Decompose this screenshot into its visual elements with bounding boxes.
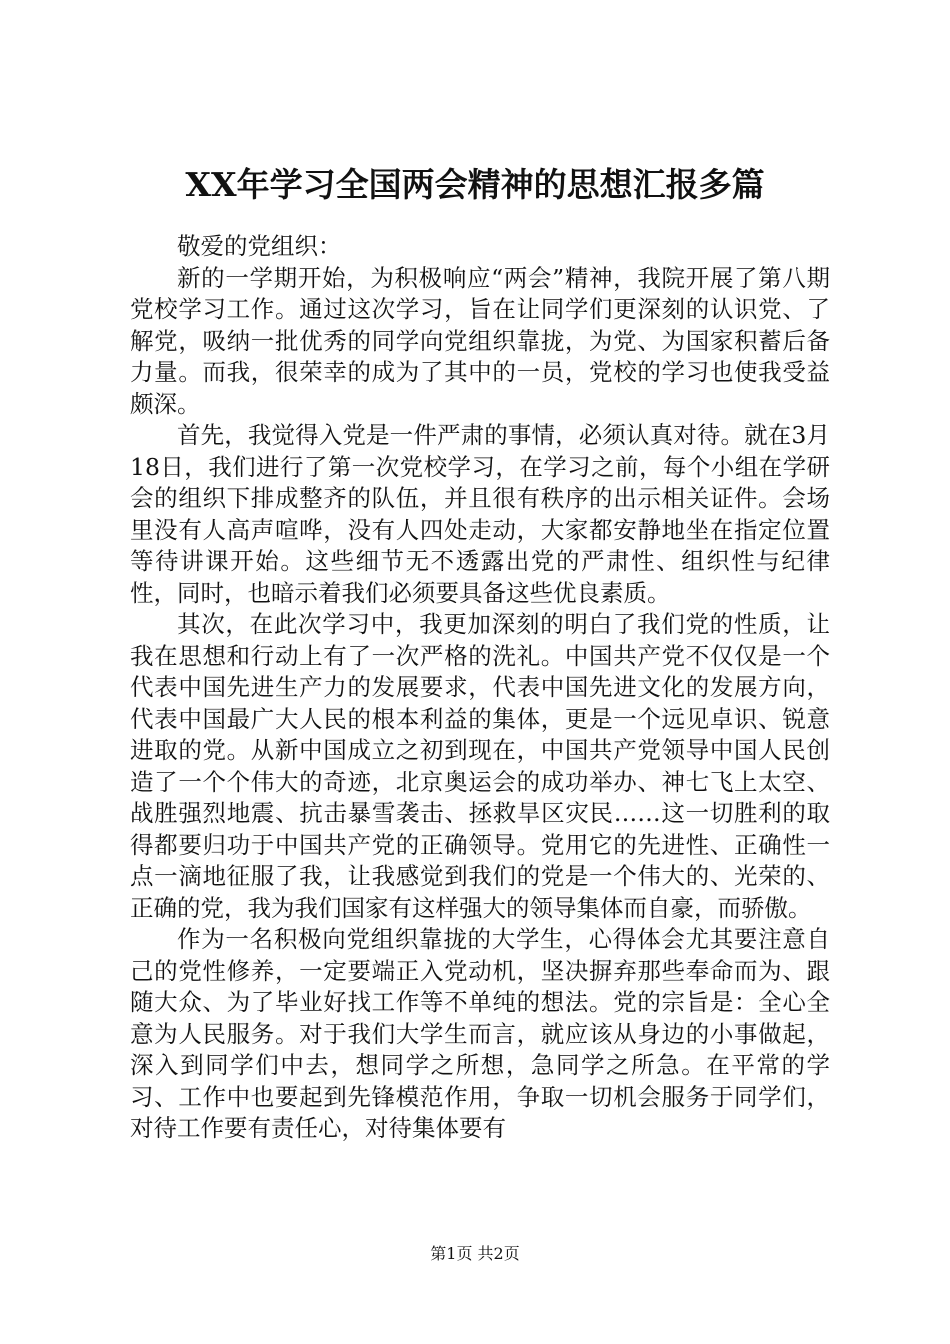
- page-number-footer: 第1页 共2页: [430, 1244, 520, 1263]
- document-title: XX年学习全国两会精神的思想汇报多篇: [185, 165, 765, 204]
- paragraph-3: 其次，在此次学习中，我更加深刻的明白了我们党的性质，让我在思想和行动上有了一次严格的洗礼。中国共产党不仅仅是一个代表中国先进生产力的发展要求，代表中国先进文化的发展方向，代表中国最广大人民的根本利益的集体，更是一个远见卓识、锐意进取的党。从新中国成立之初到现在，中国共产党领导中国人民创造了一个个伟大的奇迹，北京奥运会的成功举办、神七飞上太空、战胜强烈地震、抗击暴雪袭击、拯救旱区灾民……这一切胜利的取得都要归功于中国共产党的正确领导。党用它的先进性、正确性一点一滴地征服了我，让我感觉到我们的党是一个伟大的、光荣的、正确的党，我为我们国家有这样强大的领导集体而自豪，而骄傲。: [130, 610, 830, 922]
- paragraph-4: 作为一名积极向党组织靠拢的大学生，心得体会尤其要注意自己的党性修养，一定要端正入党动机，坚决摒弃那些奉命而为、跟随大众、为了毕业好找工作等不单纯的想法。党的宗旨是：全心全意为人民服务。对于我们大学生而言，就应该从身边的小事做起，深入到同学们中去，想同学之所想，急同学之所急。在平常的学习、工作中也要起到先锋模范作用，争取一切机会服务于同学们，对待工作要有责任心，对待集体要有: [130, 925, 830, 1142]
- salutation: 敬爱的党组织：: [177, 232, 342, 260]
- paragraph-1: 新的一学期开始，为积极响应“两会”精神，我院开展了第八期党校学习工作。通过这次学习，旨在让同学们更深刻的认识党、了解党，吸纳一批优秀的同学向党组织靠拢，为党、为国家积蓄后备力量。而我，很荣幸的成为了其中的一员，党校的学习也使我受益颇深。: [130, 263, 830, 418]
- paragraph-2: 首先，我觉得入党是一件严肃的事情，必须认真对待。就在3月18日，我们进行了第一次党校学习，在学习之前，每个小组在学研会的组织下排成整齐的队伍，并且很有秩序的出示相关证件。会场里没有人高声喧哗，没有人四处走动，大家都安静地坐在指定位置等待讲课开始。这些细节无不透露出党的严肃性、组织性与纪律性，同时，也暗示着我们必须要具备这些优良素质。: [130, 421, 830, 607]
- document-body: [130, 231, 830, 1145]
